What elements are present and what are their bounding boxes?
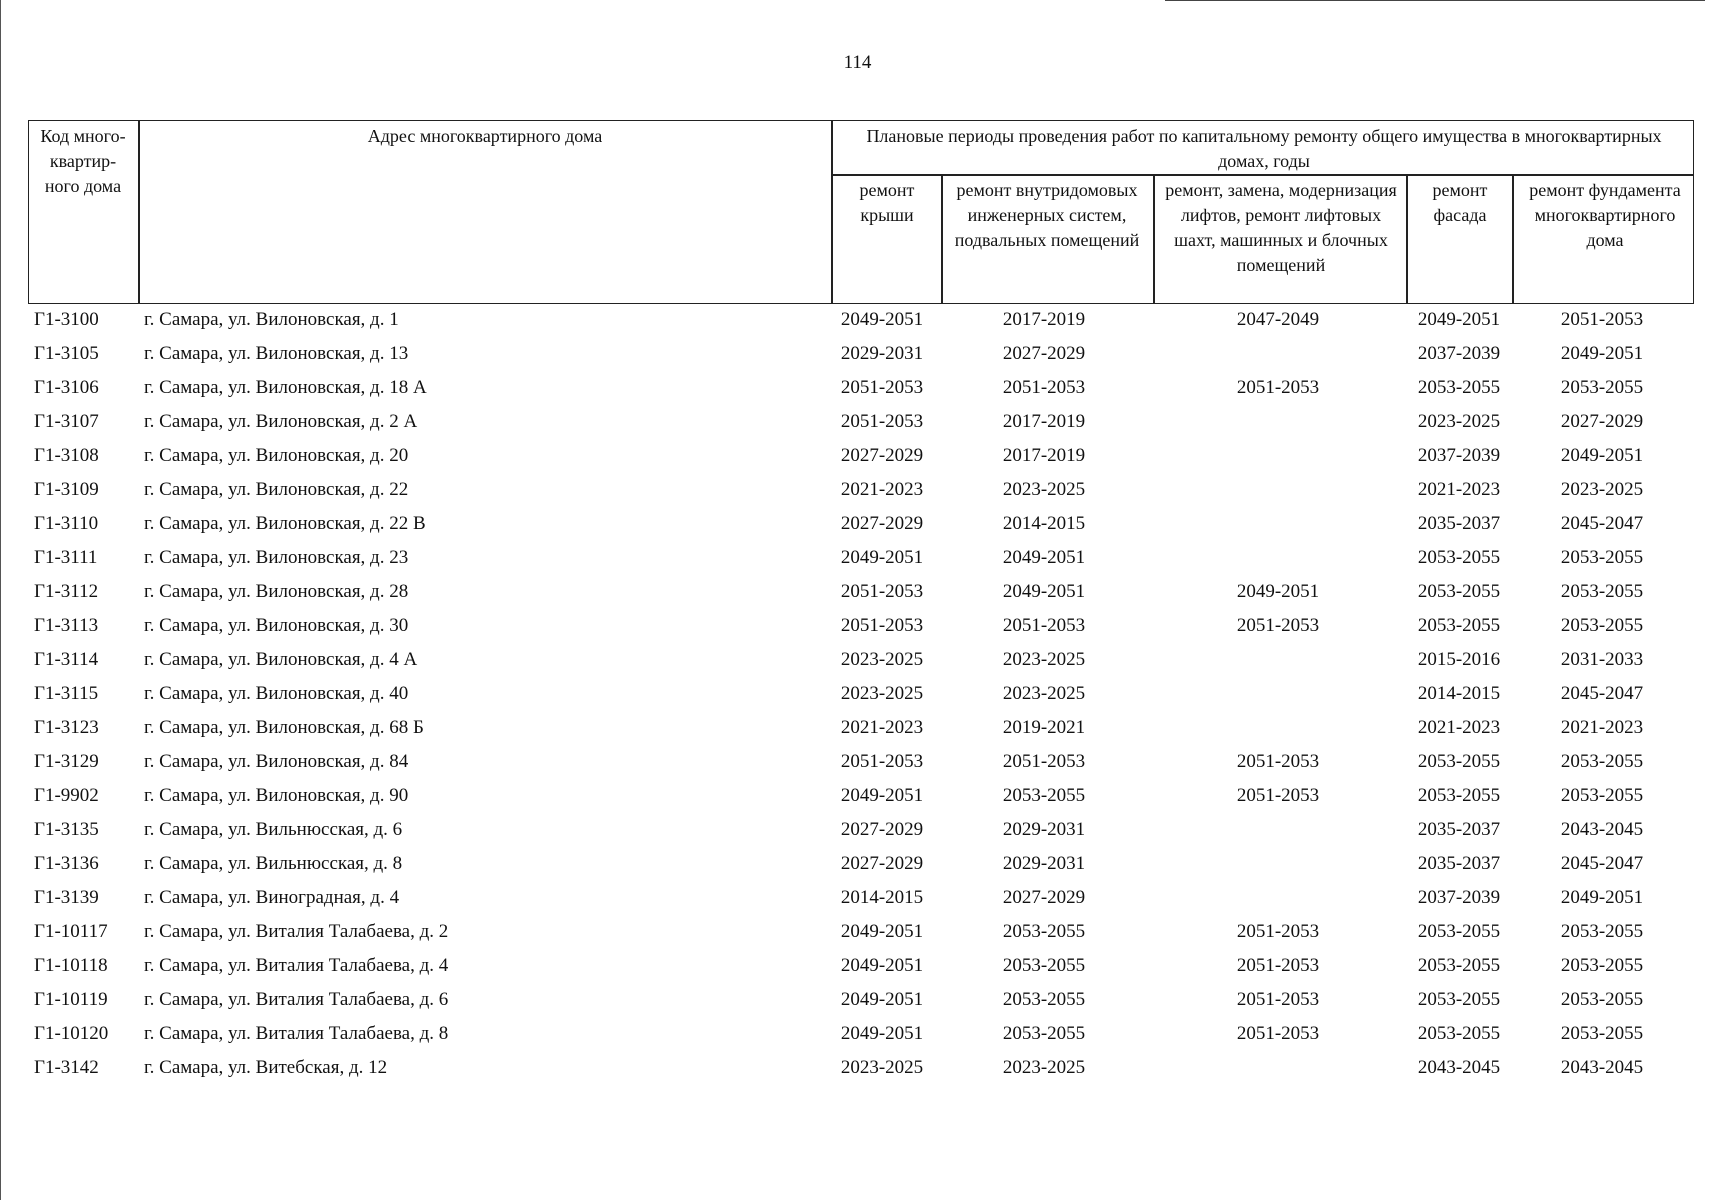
cell-address: г. Самара, ул. Виталия Талабаева, д. 8 <box>144 1023 449 1044</box>
cell-address: г. Самара, ул. Вилоновская, д. 20 <box>144 445 409 466</box>
cell-roof: 2014-2015 <box>840 887 924 908</box>
cell-lifts: 2051-2053 <box>1236 989 1320 1010</box>
header-address: Адрес многоквартирного дома <box>367 126 603 146</box>
cell-code: Г1-3111 <box>34 547 98 568</box>
cell-roof: 2023-2025 <box>840 1057 924 1078</box>
cell-address: г. Самара, ул. Вилоновская, д. 22 <box>144 479 409 500</box>
table-row <box>30 577 1690 611</box>
cell-lifts: 2051-2053 <box>1236 751 1320 772</box>
cell-code: Г1-3113 <box>34 615 99 636</box>
cell-facade: 2037-2039 <box>1417 343 1501 364</box>
table-row <box>30 543 1690 577</box>
cell-address: г. Самара, ул. Вилоновская, д. 30 <box>144 615 409 636</box>
cell-code: Г1-3100 <box>34 309 99 330</box>
col-divider <box>138 121 140 303</box>
cell-code: Г1-10120 <box>34 1023 109 1044</box>
cell-lifts: 2047-2049 <box>1236 309 1320 330</box>
cell-address: г. Самара, ул. Вилоновская, д. 84 <box>144 751 409 772</box>
cell-roof: 2049-2051 <box>840 989 924 1010</box>
cell-systems: 2027-2029 <box>1002 887 1086 908</box>
cell-code: Г1-3114 <box>34 649 99 670</box>
cell-facade: 2021-2023 <box>1417 479 1501 500</box>
cell-address: г. Самара, ул. Виталия Талабаева, д. 4 <box>144 955 449 976</box>
cell-roof: 2049-2051 <box>840 955 924 976</box>
cell-facade: 2053-2055 <box>1417 615 1501 636</box>
table-body <box>30 305 1690 1087</box>
cell-code: Г1-10119 <box>34 989 108 1010</box>
cell-roof: 2021-2023 <box>840 479 924 500</box>
cell-facade: 2053-2055 <box>1417 1023 1501 1044</box>
table-row <box>30 305 1690 339</box>
cell-facade: 2035-2037 <box>1417 853 1501 874</box>
header-lifts: ремонт, замена, модернизация лифтов, ремонт лифтовых шахт, машинных и блочных помещений <box>1165 180 1397 275</box>
cell-facade: 2053-2055 <box>1417 989 1501 1010</box>
cell-foundation: 2053-2055 <box>1560 785 1644 806</box>
cell-systems: 2053-2055 <box>1002 921 1086 942</box>
cell-roof: 2027-2029 <box>840 445 924 466</box>
table-row <box>30 373 1690 407</box>
cell-address: г. Самара, ул. Вилоновская, д. 2 А <box>144 411 418 432</box>
cell-address: г. Самара, ул. Вильнюсская, д. 8 <box>144 853 403 874</box>
cell-facade: 2043-2045 <box>1417 1057 1501 1078</box>
cell-systems: 2053-2055 <box>1002 955 1086 976</box>
cell-lifts: 2051-2053 <box>1236 785 1320 806</box>
cell-foundation: 2045-2047 <box>1560 513 1644 534</box>
cell-systems: 2049-2051 <box>1002 581 1086 602</box>
cell-facade: 2053-2055 <box>1417 751 1501 772</box>
cell-facade: 2015-2016 <box>1417 649 1501 670</box>
cell-code: Г1-3129 <box>34 751 99 772</box>
cell-facade: 2037-2039 <box>1417 445 1501 466</box>
cell-foundation: 2023-2025 <box>1560 479 1644 500</box>
top-rule <box>1165 0 1705 1</box>
col-divider <box>1512 175 1514 303</box>
cell-lifts: 2049-2051 <box>1236 581 1320 602</box>
cell-foundation: 2053-2055 <box>1560 615 1644 636</box>
cell-foundation: 2027-2029 <box>1560 411 1644 432</box>
cell-foundation: 2051-2053 <box>1560 309 1644 330</box>
cell-code: Г1-3109 <box>34 479 99 500</box>
cell-foundation: 2053-2055 <box>1560 751 1644 772</box>
cell-code: Г1-10118 <box>34 955 108 976</box>
cell-systems: 2023-2025 <box>1002 479 1086 500</box>
table-row <box>30 747 1690 781</box>
table-row <box>30 339 1690 373</box>
cell-address: г. Самара, ул. Виноградная, д. 4 <box>144 887 400 908</box>
cell-address: г. Самара, ул. Виталия Талабаева, д. 6 <box>144 989 449 1010</box>
cell-facade: 2053-2055 <box>1417 581 1501 602</box>
col-divider <box>831 121 833 303</box>
table-row <box>30 475 1690 509</box>
cell-facade: 2049-2051 <box>1417 309 1501 330</box>
table-row <box>30 679 1690 713</box>
table-row <box>30 985 1690 1019</box>
cell-facade: 2035-2037 <box>1417 819 1501 840</box>
cell-code: Г1-3142 <box>34 1057 99 1078</box>
cell-foundation: 2049-2051 <box>1560 887 1644 908</box>
cell-systems: 2023-2025 <box>1002 683 1086 704</box>
cell-facade: 2053-2055 <box>1417 955 1501 976</box>
table-row <box>30 1053 1690 1087</box>
cell-foundation: 2053-2055 <box>1560 581 1644 602</box>
cell-facade: 2014-2015 <box>1417 683 1501 704</box>
cell-systems: 2017-2019 <box>1002 309 1086 330</box>
cell-address: г. Самара, ул. Вилоновская, д. 68 Б <box>144 717 424 738</box>
table-row <box>30 883 1690 917</box>
cell-roof: 2021-2023 <box>840 717 924 738</box>
cell-foundation: 2053-2055 <box>1560 1023 1644 1044</box>
cell-systems: 2017-2019 <box>1002 445 1086 466</box>
cell-foundation: 2053-2055 <box>1560 547 1644 568</box>
table-row <box>30 713 1690 747</box>
col-divider <box>941 175 943 303</box>
cell-systems: 2019-2021 <box>1002 717 1086 738</box>
cell-roof: 2049-2051 <box>840 785 924 806</box>
cell-code: Г1-3107 <box>34 411 99 432</box>
cell-facade: 2053-2055 <box>1417 785 1501 806</box>
cell-foundation: 2045-2047 <box>1560 683 1644 704</box>
cell-code: Г1-3105 <box>34 343 99 364</box>
cell-roof: 2051-2053 <box>840 581 924 602</box>
table-row <box>30 509 1690 543</box>
col-divider <box>1406 175 1408 303</box>
cell-roof: 2051-2053 <box>840 411 924 432</box>
cell-lifts: 2051-2053 <box>1236 921 1320 942</box>
left-margin-rule <box>0 0 1 1200</box>
table-row <box>30 815 1690 849</box>
cell-foundation: 2053-2055 <box>1560 989 1644 1010</box>
cell-roof: 2049-2051 <box>840 309 924 330</box>
cell-systems: 2053-2055 <box>1002 989 1086 1010</box>
cell-foundation: 2053-2055 <box>1560 955 1644 976</box>
cell-systems: 2053-2055 <box>1002 1023 1086 1044</box>
cell-address: г. Самара, ул. Вилоновская, д. 90 <box>144 785 409 806</box>
table-row <box>30 407 1690 441</box>
cell-address: г. Самара, ул. Вилоновская, д. 1 <box>144 309 399 330</box>
cell-address: г. Самара, ул. Вилоновская, д. 4 А <box>144 649 418 670</box>
cell-code: Г1-3106 <box>34 377 99 398</box>
table-row <box>30 917 1690 951</box>
cell-code: Г1-3110 <box>34 513 99 534</box>
cell-code: Г1-3108 <box>34 445 99 466</box>
cell-facade: 2035-2037 <box>1417 513 1501 534</box>
cell-roof: 2023-2025 <box>840 683 924 704</box>
cell-systems: 2029-2031 <box>1002 819 1086 840</box>
cell-address: г. Самара, ул. Витебская, д. 12 <box>144 1057 388 1078</box>
table-row <box>30 645 1690 679</box>
cell-code: Г1-3123 <box>34 717 99 738</box>
table-row <box>30 441 1690 475</box>
header-facade: ремонт фасада <box>1432 180 1488 225</box>
cell-roof: 2051-2053 <box>840 377 924 398</box>
table-row <box>30 1019 1690 1053</box>
cell-lifts: 2051-2053 <box>1236 955 1320 976</box>
cell-address: г. Самара, ул. Вильнюсская, д. 6 <box>144 819 403 840</box>
cell-roof: 2029-2031 <box>840 343 924 364</box>
cell-lifts: 2051-2053 <box>1236 615 1320 636</box>
cell-foundation: 2053-2055 <box>1560 921 1644 942</box>
cell-foundation: 2053-2055 <box>1560 377 1644 398</box>
header-periods: Плановые периоды проведения работ по капитальному ремонту общего имущества в многоквартирных домах, годы <box>866 126 1662 171</box>
cell-roof: 2049-2051 <box>840 921 924 942</box>
table-row <box>30 849 1690 883</box>
cell-systems: 2017-2019 <box>1002 411 1086 432</box>
cell-address: г. Самара, ул. Вилоновская, д. 40 <box>144 683 409 704</box>
cell-roof: 2051-2053 <box>840 751 924 772</box>
cell-lifts: 2051-2053 <box>1236 1023 1320 1044</box>
cell-address: г. Самара, ул. Вилоновская, д. 18 А <box>144 377 427 398</box>
cell-roof: 2049-2051 <box>840 1023 924 1044</box>
cell-systems: 2023-2025 <box>1002 1057 1086 1078</box>
cell-systems: 2014-2015 <box>1002 513 1086 534</box>
cell-systems: 2051-2053 <box>1002 751 1086 772</box>
cell-facade: 2053-2055 <box>1417 921 1501 942</box>
cell-address: г. Самара, ул. Виталия Талабаева, д. 2 <box>144 921 449 942</box>
header-systems: ремонт внутридомовых инженерных систем, подвальных помещений <box>954 180 1140 250</box>
cell-foundation: 2049-2051 <box>1560 445 1644 466</box>
cell-roof: 2051-2053 <box>840 615 924 636</box>
cell-foundation: 2045-2047 <box>1560 853 1644 874</box>
cell-systems: 2023-2025 <box>1002 649 1086 670</box>
cell-address: г. Самара, ул. Вилоновская, д. 22 В <box>144 513 426 534</box>
cell-roof: 2027-2029 <box>840 513 924 534</box>
row-divider <box>831 174 1693 176</box>
cell-roof: 2023-2025 <box>840 649 924 670</box>
header-code: Код много-квартир-ного дома <box>40 126 126 196</box>
cell-code: Г1-3139 <box>34 887 99 908</box>
cell-systems: 2049-2051 <box>1002 547 1086 568</box>
header-foundation: ремонт фундамента многоквартирного дома <box>1529 180 1681 250</box>
cell-systems: 2029-2031 <box>1002 853 1086 874</box>
cell-facade: 2037-2039 <box>1417 887 1501 908</box>
table-row <box>30 951 1690 985</box>
cell-facade: 2053-2055 <box>1417 547 1501 568</box>
cell-address: г. Самара, ул. Вилоновская, д. 23 <box>144 547 409 568</box>
cell-address: г. Самара, ул. Вилоновская, д. 13 <box>144 343 409 364</box>
cell-code: Г1-3136 <box>34 853 99 874</box>
table-header <box>28 120 1694 304</box>
cell-systems: 2027-2029 <box>1002 343 1086 364</box>
cell-code: Г1-3115 <box>34 683 99 704</box>
col-divider <box>1153 175 1155 303</box>
cell-code: Г1-3135 <box>34 819 99 840</box>
page-number: 114 <box>843 52 872 73</box>
cell-roof: 2027-2029 <box>840 819 924 840</box>
cell-address: г. Самара, ул. Вилоновская, д. 28 <box>144 581 409 602</box>
cell-foundation: 2043-2045 <box>1560 819 1644 840</box>
cell-systems: 2053-2055 <box>1002 785 1086 806</box>
cell-code: Г1-10117 <box>34 921 108 942</box>
cell-roof: 2027-2029 <box>840 853 924 874</box>
table-row <box>30 781 1690 815</box>
cell-systems: 2051-2053 <box>1002 615 1086 636</box>
cell-foundation: 2049-2051 <box>1560 343 1644 364</box>
cell-facade: 2023-2025 <box>1417 411 1501 432</box>
cell-foundation: 2031-2033 <box>1560 649 1644 670</box>
cell-foundation: 2043-2045 <box>1560 1057 1644 1078</box>
table-row <box>30 611 1690 645</box>
cell-lifts: 2051-2053 <box>1236 377 1320 398</box>
cell-roof: 2049-2051 <box>840 547 924 568</box>
header-roof: ремонт крыши <box>859 180 915 225</box>
cell-systems: 2051-2053 <box>1002 377 1086 398</box>
cell-foundation: 2021-2023 <box>1560 717 1644 738</box>
cell-facade: 2021-2023 <box>1417 717 1501 738</box>
cell-code: Г1-3112 <box>34 581 99 602</box>
cell-code: Г1-9902 <box>34 785 99 806</box>
cell-facade: 2053-2055 <box>1417 377 1501 398</box>
